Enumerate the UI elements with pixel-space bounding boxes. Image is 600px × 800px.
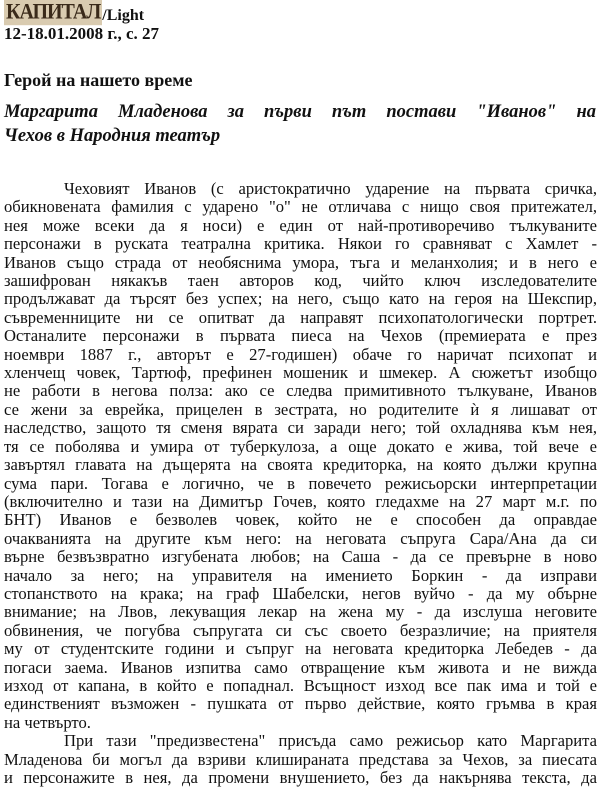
- publication-logo: КАПИТАЛ: [6, 0, 101, 25]
- body-line: начало за него; на управителя на имението Боркин - да изправи: [4, 566, 597, 585]
- title-line: Маргарита Младенова за първи път постави "Иванов" на: [4, 102, 596, 122]
- rubric-heading: Герой на нашето време: [4, 70, 193, 90]
- body-line: хленчещ човек, Тартюф, префинен мошеник и шмекер. А сюжетът изобщо: [4, 364, 597, 383]
- body-line: му от студентските години и съпруг на неговата кредиторка Лебедев - да: [4, 640, 597, 659]
- body-line: продължават да търсят без успех; на него, също като на героя на Шекспир,: [4, 290, 597, 309]
- body-line: на четвърто.: [4, 713, 91, 732]
- body-line: тя се поболява и умира от туберкулоза, а още докато е жива, той вече е: [4, 437, 597, 456]
- issue-date-page: 12-18.01.2008 г., с. 27: [4, 24, 160, 43]
- body-line: Иванов също страда от необяснима умора, тъга и меланхолия; и в него е: [4, 253, 597, 272]
- publication-header: [4, 0, 144, 25]
- body-line: погаси заема. Иванов изпитва само отвращение към живота и не вижда: [4, 658, 597, 677]
- body-line: се жени за еврейка, прицелен в зестрата, но родителите ѝ я лишават от: [4, 400, 597, 419]
- body-line: сума пари. Тогава е логично, че в повечето режисьорски интерпретации: [4, 474, 597, 493]
- body-line: завъртял главата на дъщерята на своята кредиторка, на която дължи крупна: [4, 456, 597, 475]
- body-line: съвременниците ни се опитват да направят психопатологически портрет.: [4, 308, 597, 327]
- body-line: персонажи в руската театрална критика. Някои го сравняват с Хамлет -: [4, 235, 597, 254]
- article-title: [4, 100, 596, 148]
- body-line: изход от капана, в който е попаднал. Всъщност изход все пак има и той е: [4, 676, 597, 695]
- body-line: очакванията на другите към него: на неговата съпруга Сара/Ана да си: [4, 529, 597, 548]
- body-line: стопанството на крака; на граф Шабелски, негов вуйчо - да му обърне: [4, 584, 597, 603]
- body-line: Младенова би могъл да взриви клишираната представа за Чехов, за пиесата: [4, 750, 597, 769]
- body-line: ноември 1887 г., авторът е 27-годишен) обаче го наричат психопат и: [4, 345, 597, 364]
- body-line: При тази "предизвестена" присъда само режисьор като Маргарита: [64, 732, 597, 751]
- article-body: [4, 180, 597, 787]
- body-line: обикновената фамилия с ударено "о" не отличава с нищо своя притежател,: [4, 198, 597, 217]
- body-line: и персонажите в нея, да промени внушението, без да накърнява текста, да: [4, 769, 597, 787]
- body-line: обвинения, че погубва съпругата си със своето безразличие; на приятеля: [4, 621, 597, 640]
- title-line: Чехов в Народния театър: [4, 126, 221, 146]
- body-line: нея може всеки да я носи) е един от най-противоречиво тълкуваните: [4, 216, 597, 235]
- body-line: БНТ) Иванов е безволев човек, който не е способен да оправдае: [4, 511, 597, 530]
- body-line: не работи в негова полза: ако се следва примитивното тълкуване, Иванов: [4, 382, 597, 401]
- edition-label: /Light: [102, 7, 145, 24]
- body-line: зашифрован някакъв таен авторов код, чийто ключ изследователите: [4, 272, 597, 291]
- body-line: внимание; на Лвов, лекуващия лекар на жена му - да изслуша неговите: [4, 603, 597, 622]
- body-line: Чеховият Иванов (с аристократично ударение на първата сричка,: [64, 180, 597, 198]
- body-line: единственият възможен - пушката от първо действие, която гръмва в края: [4, 695, 597, 714]
- body-line: (включително и тази на Димитър Гочев, която гледахме на 27 март м.г. по: [4, 492, 597, 511]
- body-line: върне безвъзвратно изгубената любов; на Саша - да се превърне в ново: [4, 548, 597, 567]
- body-line: Останалите персонажи в първата пиеса на Чехов (премиерата е през: [4, 327, 597, 346]
- body-line: наследство, защото тя сменя вярата си заради него; той охладнява към нея,: [4, 419, 597, 438]
